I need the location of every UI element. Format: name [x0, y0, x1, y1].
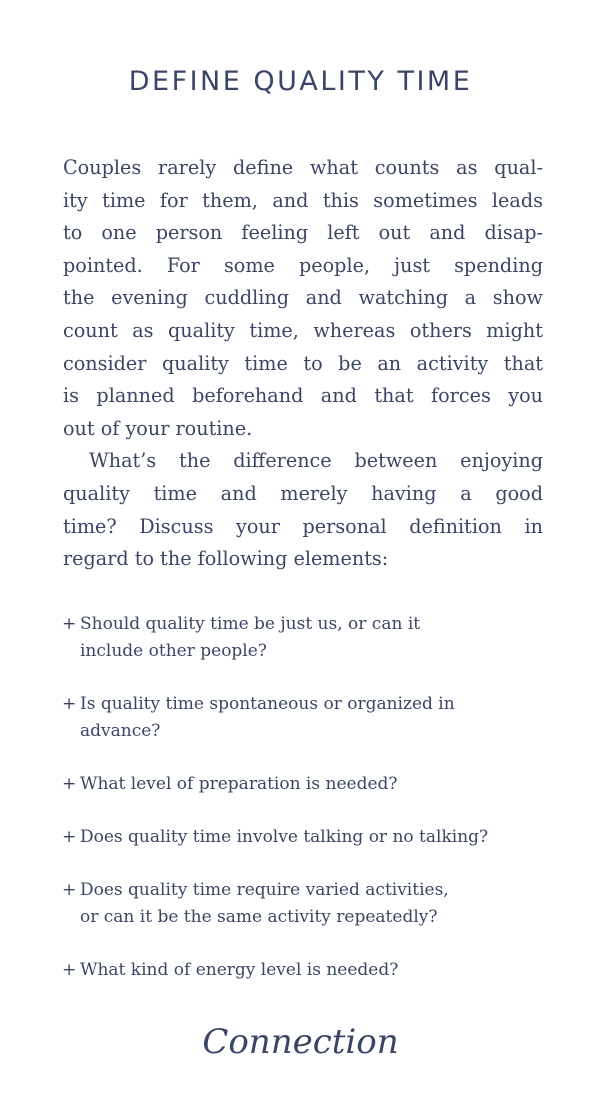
- item-line: What kind of energy level is needed?: [80, 960, 399, 980]
- paragraph-intro: [63, 152, 543, 445]
- text-line: consider quality time to be an activity that: [63, 351, 543, 375]
- list-item: [62, 877, 552, 931]
- text-line: ity time for them, and this sometimes leads: [63, 188, 543, 212]
- item-line: include other people?: [80, 641, 267, 661]
- text-line: to one person feeling left out and disap-: [63, 221, 543, 245]
- text-line: count as quality time, whereas others might: [63, 318, 543, 342]
- item-line: What level of preparation is needed?: [80, 774, 398, 794]
- text-line: out of your routine.: [63, 416, 253, 440]
- list-item: [62, 957, 552, 984]
- list-item: [62, 771, 552, 798]
- text-line: quality time and merely having a good: [63, 481, 543, 505]
- plus-icon: +: [62, 694, 77, 714]
- list-item: [62, 611, 552, 665]
- text-line: the evening cuddling and watching a show: [63, 286, 543, 310]
- plus-icon: +: [62, 960, 77, 980]
- text-line: pointed. For some people, just spending: [63, 253, 543, 277]
- plus-icon: +: [62, 614, 77, 634]
- page-title: DEFINE QUALITY TIME: [128, 66, 473, 97]
- body-text: [63, 152, 543, 576]
- item-line: Should quality time be just us, or can it: [80, 614, 421, 634]
- item-line: Does quality time involve talking or no talking?: [80, 827, 489, 847]
- item-line: advance?: [80, 721, 161, 741]
- plus-icon: +: [62, 827, 77, 847]
- elements-list: [62, 611, 552, 984]
- connection-logo: Connection: [202, 1022, 399, 1062]
- plus-icon: +: [62, 880, 77, 900]
- item-line: Does quality time require varied activities,: [80, 880, 449, 900]
- item-line: or can it be the same activity repeatedly?: [80, 907, 438, 927]
- text-line: time? Discuss your personal definition in: [63, 514, 543, 538]
- item-line: Is quality time spontaneous or organized in: [80, 694, 455, 714]
- text-line: What’s the difference between enjoying: [89, 449, 543, 473]
- text-line: Couples rarely define what counts as qual-: [63, 156, 543, 179]
- text-line: regard to the following elements:: [63, 547, 389, 571]
- list-item: [62, 824, 552, 851]
- list-item: [62, 691, 552, 745]
- plus-icon: +: [62, 774, 77, 794]
- text-line: is planned beforehand and that forces you: [63, 384, 543, 408]
- paragraph-question: [63, 445, 543, 575]
